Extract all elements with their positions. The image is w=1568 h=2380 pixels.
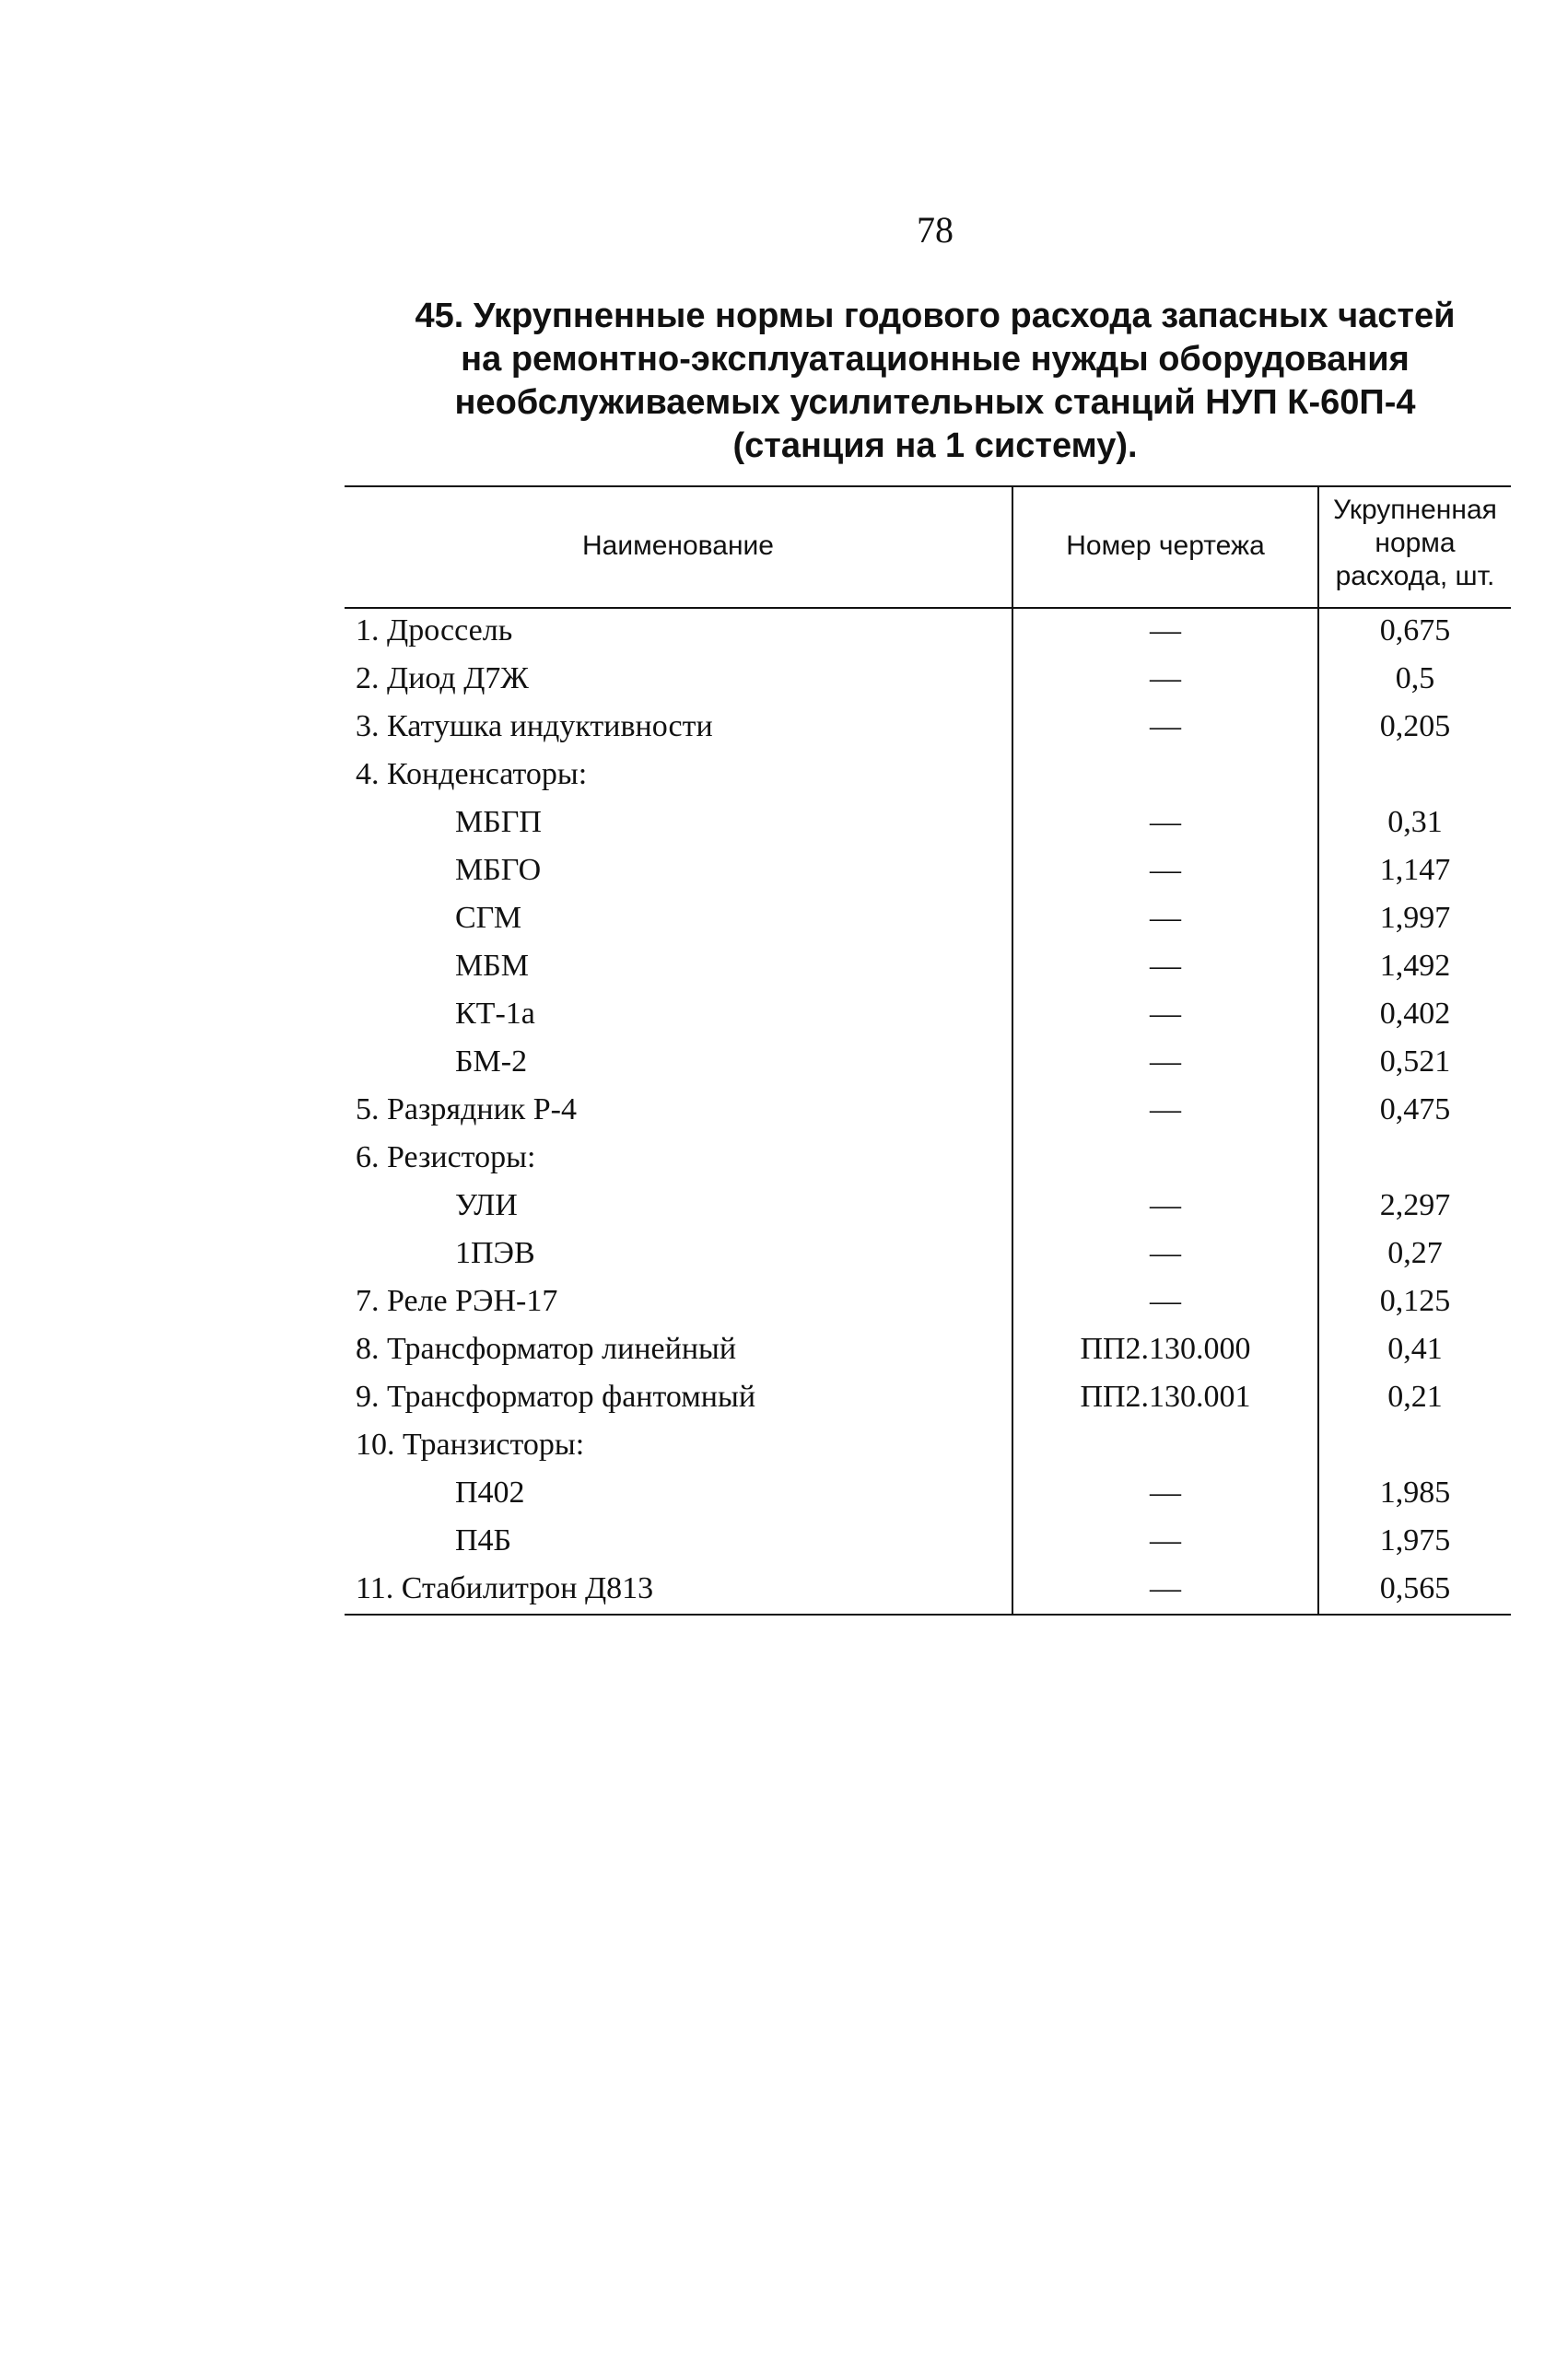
table-row bbox=[345, 655, 1511, 703]
table-row bbox=[345, 1086, 1511, 1134]
row-drawing: — bbox=[1150, 1044, 1181, 1079]
row-name: СГМ bbox=[455, 901, 522, 935]
row-name: 1. Дроссель bbox=[356, 613, 513, 648]
row-norm: 1,492 bbox=[1379, 949, 1451, 983]
table-row bbox=[345, 1038, 1511, 1086]
row-norm: 0,41 bbox=[1387, 1332, 1443, 1366]
header-drawing: Номер чертежа bbox=[1066, 531, 1265, 561]
row-name: 11. Стабилитрон Д813 bbox=[356, 1571, 654, 1605]
table-row bbox=[345, 846, 1511, 894]
row-drawing: — bbox=[1150, 1284, 1181, 1318]
row-name: 4. Конденсаторы: bbox=[356, 757, 588, 791]
row-name: П4Б bbox=[455, 1523, 512, 1558]
row-drawing: — bbox=[1150, 997, 1181, 1031]
row-drawing: ПП2.130.001 bbox=[1080, 1380, 1251, 1414]
row-drawing: — bbox=[1150, 661, 1181, 695]
row-drawing: — bbox=[1150, 949, 1181, 983]
table-row bbox=[345, 1517, 1511, 1565]
header-norm-line: расхода, шт. bbox=[1335, 561, 1495, 591]
row-name: 10. Транзисторы: bbox=[356, 1428, 585, 1462]
table-row bbox=[345, 607, 1511, 655]
row-norm: 1,975 bbox=[1379, 1523, 1451, 1558]
row-norm: 0,521 bbox=[1379, 1044, 1451, 1079]
row-drawing: — bbox=[1150, 853, 1181, 887]
title-line: необслуживаемых усилительных станций НУП К-60П-4 bbox=[454, 383, 1416, 422]
row-norm: 0,205 bbox=[1379, 709, 1451, 743]
row-norm: 0,475 bbox=[1379, 1092, 1451, 1126]
table-row bbox=[345, 894, 1511, 942]
header-norm-line: норма bbox=[1375, 528, 1456, 558]
row-name: УЛИ bbox=[455, 1188, 518, 1222]
row-norm: 2,297 bbox=[1379, 1188, 1451, 1222]
row-name: 7. Реле РЭН-17 bbox=[356, 1284, 558, 1318]
table-row bbox=[345, 1565, 1511, 1613]
row-name: 8. Трансформатор линейный bbox=[356, 1332, 737, 1366]
row-norm: 0,31 bbox=[1387, 805, 1443, 839]
row-drawing: — bbox=[1150, 709, 1181, 743]
title-line: (станция на 1 систему). bbox=[732, 426, 1138, 465]
row-name: КТ-1а bbox=[455, 997, 535, 1031]
table-row bbox=[345, 1134, 1511, 1182]
row-name: 5. Разрядник Р-4 bbox=[356, 1092, 578, 1126]
table-row bbox=[345, 703, 1511, 751]
row-name: МБГП bbox=[455, 805, 542, 839]
row-name: МБМ bbox=[455, 949, 529, 983]
row-norm: 0,675 bbox=[1379, 613, 1451, 648]
row-drawing: — bbox=[1150, 613, 1181, 648]
table-row bbox=[345, 1373, 1511, 1421]
row-norm: 0,5 bbox=[1395, 661, 1435, 695]
table-row bbox=[345, 942, 1511, 990]
row-drawing: — bbox=[1150, 1523, 1181, 1558]
table-top-rule bbox=[345, 485, 1511, 487]
row-norm: 0,402 bbox=[1379, 997, 1451, 1031]
row-name: 3. Катушка индуктивности bbox=[356, 709, 713, 743]
table-row bbox=[345, 1421, 1511, 1469]
row-drawing: — bbox=[1150, 1571, 1181, 1605]
row-name: МБГО bbox=[455, 853, 542, 887]
table-row bbox=[345, 1182, 1511, 1230]
table-row bbox=[345, 1230, 1511, 1278]
row-drawing: ПП2.130.000 bbox=[1080, 1332, 1251, 1366]
table-row bbox=[345, 799, 1511, 846]
row-drawing: — bbox=[1150, 805, 1181, 839]
row-norm: 0,27 bbox=[1387, 1236, 1443, 1270]
row-name: 1ПЭВ bbox=[455, 1236, 535, 1270]
table-row bbox=[345, 751, 1511, 799]
row-norm: 1,997 bbox=[1379, 901, 1451, 935]
row-norm: 1,985 bbox=[1379, 1476, 1451, 1510]
row-name: 9. Трансформатор фантомный bbox=[356, 1380, 756, 1414]
table-row bbox=[345, 990, 1511, 1038]
header-name: Наименование bbox=[582, 531, 774, 561]
table-title bbox=[313, 295, 1557, 468]
table-bottom-rule bbox=[345, 1614, 1511, 1616]
row-name: П402 bbox=[455, 1476, 525, 1510]
row-name: БМ-2 bbox=[455, 1044, 528, 1079]
title-line: 45. Укрупненные нормы годового расхода запасных частей bbox=[415, 297, 1456, 335]
row-norm: 0,21 bbox=[1387, 1380, 1443, 1414]
table-row bbox=[345, 1325, 1511, 1373]
table-row bbox=[345, 1278, 1511, 1325]
table-row bbox=[345, 1469, 1511, 1517]
title-line: на ремонтно-эксплуатационные нужды оборудования bbox=[461, 340, 1410, 379]
row-drawing: — bbox=[1150, 1236, 1181, 1270]
row-drawing: — bbox=[1150, 1476, 1181, 1510]
page-number: 78 bbox=[917, 209, 954, 251]
row-name: 2. Диод Д7Ж bbox=[356, 661, 529, 695]
header-norm bbox=[1319, 494, 1511, 593]
row-norm: 1,147 bbox=[1379, 853, 1451, 887]
row-name: 6. Резисторы: bbox=[356, 1140, 536, 1174]
row-drawing: — bbox=[1150, 1092, 1181, 1126]
row-norm: 0,125 bbox=[1379, 1284, 1451, 1318]
row-norm: 0,565 bbox=[1379, 1571, 1451, 1605]
header-norm-line: Укрупненная bbox=[1333, 495, 1497, 525]
row-drawing: — bbox=[1150, 901, 1181, 935]
row-drawing: — bbox=[1150, 1188, 1181, 1222]
